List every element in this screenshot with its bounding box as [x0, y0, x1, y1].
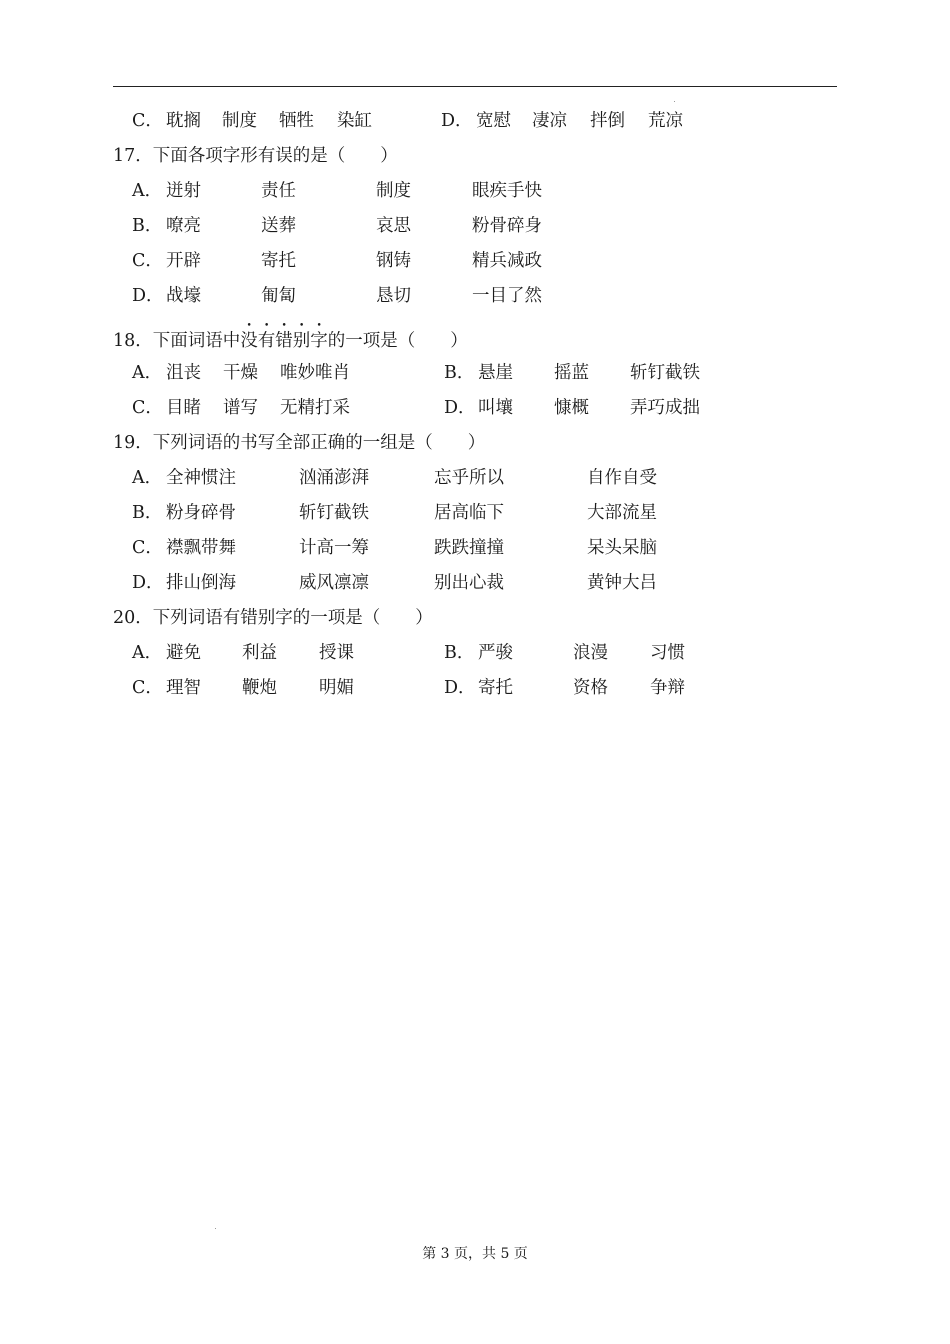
option-word: 凄凉 [532, 111, 567, 131]
option-word: 叫壤 [478, 398, 513, 418]
option-word: 耽搁 [166, 111, 201, 131]
option-word: 拌倒 [590, 111, 625, 131]
option-letter: B． [444, 643, 475, 663]
option-word: 排山倒海 [166, 573, 236, 593]
question-17-option-b [0, 214, 950, 238]
option-word: 寄托 [261, 251, 296, 271]
question-19-stem [113, 431, 485, 455]
option-word: 汹涌澎湃 [299, 468, 369, 488]
option-letter: C． [132, 538, 163, 558]
option-word: 眼疾手快 [472, 181, 542, 201]
option-letter: C． [132, 111, 163, 131]
option-letter: B． [132, 216, 163, 236]
option-letter: B． [132, 503, 163, 523]
option-letter: D． [444, 678, 476, 698]
question-stem-text: 20．下列词语有错别字的一项是（ ） [113, 608, 433, 628]
option-word: 别出心裁 [434, 573, 504, 593]
header-rule [113, 86, 837, 87]
question-19-option-a [0, 466, 950, 490]
option-word: 严骏 [478, 643, 513, 663]
option-word: 资格 [573, 678, 608, 698]
option-word: 无精打采 [280, 398, 350, 418]
option-word: 送葬 [261, 216, 296, 236]
question-stem-text: 19．下列词语的书写全部正确的一组是（ ） [113, 433, 486, 453]
option-word: 宽慰 [476, 111, 511, 131]
option-letter: D． [132, 286, 164, 306]
option-word: 斩钉截铁 [299, 503, 369, 523]
question-number: 18． [113, 331, 153, 351]
option-word: 跌跌撞撞 [434, 538, 504, 558]
option-word: 浪漫 [573, 643, 608, 663]
question-stem-text: 17．下面各项字形有误的是（ ） [113, 146, 398, 166]
prev-question-options [0, 109, 950, 133]
option-word: 摇蓝 [554, 363, 589, 383]
option-word: 斩钉截铁 [630, 363, 700, 383]
option-letter: A． [132, 363, 163, 383]
scan-speck [215, 1228, 216, 1229]
option-letter: D． [444, 398, 476, 418]
option-word: 理智 [166, 678, 201, 698]
option-word: 忘乎所以 [434, 468, 504, 488]
option-word: 粉骨碎身 [472, 216, 542, 236]
option-letter: D． [132, 573, 164, 593]
option-letter: A． [132, 468, 163, 488]
scan-speck [674, 101, 675, 102]
option-word: 荒凉 [648, 111, 683, 131]
option-word: 牺牲 [279, 111, 314, 131]
option-word: 利益 [242, 643, 277, 663]
option-word: 目睹 [166, 398, 201, 418]
option-word: 黄钟大吕 [587, 573, 657, 593]
option-word: 全神惯注 [166, 468, 236, 488]
option-letter: A． [132, 643, 163, 663]
option-word: 开辟 [166, 251, 201, 271]
option-letter: C． [132, 251, 163, 271]
option-word: 慷概 [554, 398, 589, 418]
option-word: 鞭炮 [242, 678, 277, 698]
option-word: 制度 [222, 111, 257, 131]
option-letter: D． [441, 111, 473, 131]
option-word: 习惯 [650, 643, 685, 663]
emphasized-phrase: 没有错别字 [240, 331, 328, 351]
option-word: 嘹亮 [166, 216, 201, 236]
option-word: 授课 [319, 643, 354, 663]
question-20-option-row-1 [0, 641, 950, 665]
option-word: 自作自受 [587, 468, 657, 488]
option-word: 一目了然 [472, 286, 542, 306]
option-word: 沮丧 [166, 363, 201, 383]
option-letter: A． [132, 181, 163, 201]
option-word: 责任 [261, 181, 296, 201]
option-word: 恳切 [376, 286, 411, 306]
option-word: 战壕 [166, 286, 201, 306]
option-word: 寄托 [478, 678, 513, 698]
option-word: 悬崖 [478, 363, 513, 383]
option-word: 钢铸 [376, 251, 411, 271]
option-word: 大部流星 [587, 503, 657, 523]
option-word: 唯妙唯肖 [280, 363, 350, 383]
option-word: 迸射 [166, 181, 201, 201]
question-17-option-d [0, 284, 950, 308]
option-word: 制度 [376, 181, 411, 201]
question-20-option-row-2 [0, 676, 950, 700]
option-word: 计高一筹 [299, 538, 369, 558]
question-stem-text: 的一项是（ ） [327, 331, 468, 351]
option-word: 染缸 [337, 111, 372, 131]
option-word: 匍匐 [261, 286, 296, 306]
option-letter: C． [132, 398, 163, 418]
option-word: 粉身碎骨 [166, 503, 236, 523]
option-word: 哀思 [376, 216, 411, 236]
option-word: 谱写 [223, 398, 258, 418]
option-word: 居高临下 [434, 503, 504, 523]
option-word: 明媚 [319, 678, 354, 698]
question-18-stem [113, 321, 468, 353]
option-word: 威风凛凛 [299, 573, 369, 593]
page-footer [0, 1244, 950, 1264]
question-17-stem [113, 144, 398, 168]
question-18-option-row-2 [0, 396, 950, 420]
question-17-option-c [0, 249, 950, 273]
option-word: 襟飘带舞 [166, 538, 236, 558]
option-word: 争辩 [650, 678, 685, 698]
question-17-option-a [0, 179, 950, 203]
page-number-label: 第 3 页，共 5 页 [422, 1246, 528, 1262]
question-18-option-row-1 [0, 361, 950, 385]
option-letter: C． [132, 678, 163, 698]
question-19-option-d [0, 571, 950, 595]
option-letter: B． [444, 363, 475, 383]
option-word: 避免 [166, 643, 201, 663]
option-word: 精兵减政 [472, 251, 542, 271]
question-19-option-c [0, 536, 950, 560]
question-stem-text: 下面词语中 [152, 331, 241, 351]
question-20-stem [113, 606, 433, 630]
option-word: 弄巧成拙 [630, 398, 700, 418]
question-19-option-b [0, 501, 950, 525]
option-word: 呆头呆脑 [587, 538, 657, 558]
option-word: 干燥 [223, 363, 258, 383]
